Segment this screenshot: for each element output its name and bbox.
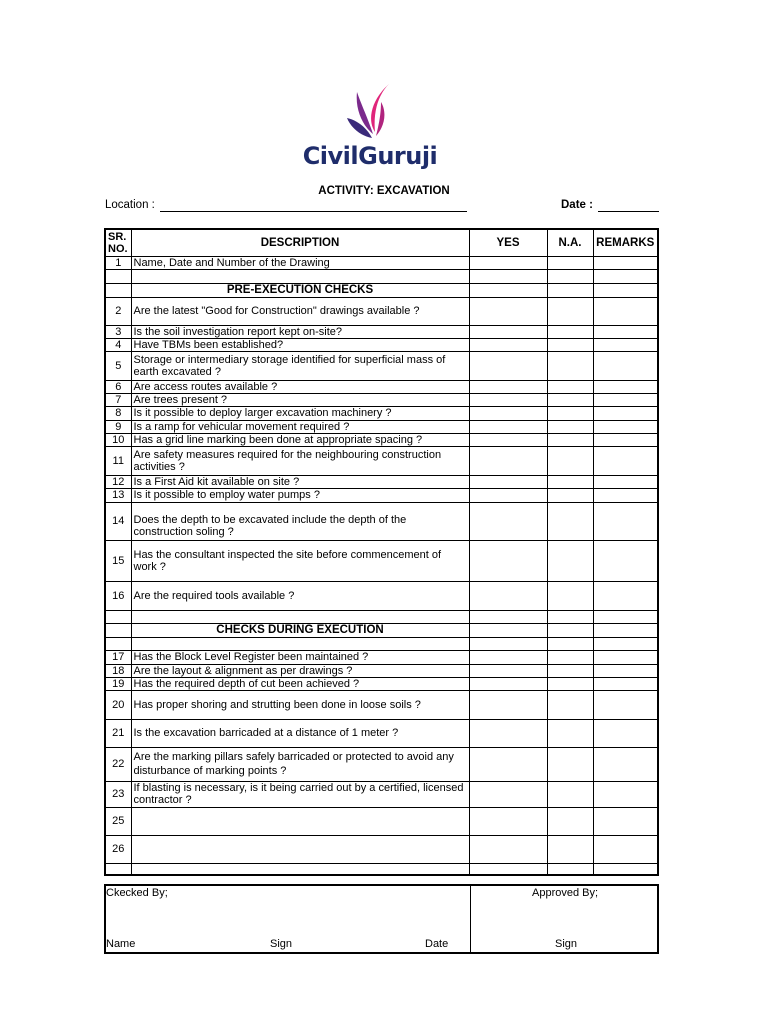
section-title-pre-execution: PRE-EXECUTION CHECKS — [131, 283, 469, 297]
na-cell[interactable] — [547, 475, 593, 488]
yes-cell[interactable] — [469, 690, 547, 719]
flame-logo-icon — [345, 82, 395, 144]
header-row — [105, 229, 658, 256]
sr-cell: 9 — [105, 420, 131, 433]
table-row — [105, 297, 658, 325]
approved-by-label: Approved By; — [532, 887, 599, 899]
description-cell: Have TBMs been established? — [131, 338, 469, 351]
description-cell: Has proper shoring and strutting been done in loose soils ? — [131, 690, 469, 719]
sr-cell: 15 — [105, 540, 131, 581]
na-cell[interactable] — [547, 393, 593, 406]
checklist-table — [104, 228, 659, 876]
remarks-cell[interactable] — [593, 420, 658, 433]
table-row — [105, 393, 658, 406]
date-signature-label: Date — [425, 938, 449, 950]
yes-cell[interactable] — [469, 781, 547, 807]
description-cell — [131, 835, 469, 863]
na-cell[interactable] — [547, 256, 593, 269]
activity-title: ACTIVITY: EXCAVATION — [318, 185, 450, 197]
yes-cell[interactable] — [469, 581, 547, 610]
description-cell — [131, 807, 469, 835]
na-header: N.A. — [547, 229, 593, 256]
table-row — [105, 488, 658, 502]
yes-cell[interactable] — [469, 351, 547, 380]
blank-row — [105, 269, 658, 283]
sr-cell: 8 — [105, 406, 131, 420]
location-field[interactable] — [160, 211, 467, 212]
table-row — [105, 502, 658, 540]
na-cell[interactable] — [547, 540, 593, 581]
sr-cell: 13 — [105, 488, 131, 502]
date-field[interactable] — [598, 211, 659, 212]
section-row — [105, 283, 658, 297]
remarks-cell[interactable] — [593, 502, 658, 540]
table-row — [105, 677, 658, 690]
description-cell: Is a First Aid kit available on site ? — [131, 475, 469, 488]
checked-by-label: Ckecked By; — [106, 887, 168, 899]
na-cell[interactable] — [547, 420, 593, 433]
description-cell: Are the required tools available ? — [131, 581, 469, 610]
yes-cell[interactable] — [469, 540, 547, 581]
table-row — [105, 807, 658, 835]
yes-cell[interactable] — [469, 256, 547, 269]
table-row — [105, 325, 658, 338]
yes-cell[interactable] — [469, 502, 547, 540]
description-cell: Are access routes available ? — [131, 380, 469, 393]
description-cell: Is it possible to deploy larger excavation machinery ? — [131, 406, 469, 420]
na-cell[interactable] — [547, 351, 593, 380]
location-label: Location : — [105, 199, 155, 211]
signature-divider — [470, 886, 471, 952]
table-row — [105, 719, 658, 747]
yes-cell[interactable] — [469, 433, 547, 446]
sr-cell: 16 — [105, 581, 131, 610]
description-header: DESCRIPTION — [131, 229, 469, 256]
description-cell: Are the layout & alignment as per drawings ? — [131, 664, 469, 677]
remarks-cell[interactable] — [593, 581, 658, 610]
sr-cell: 26 — [105, 835, 131, 863]
sr-cell: 7 — [105, 393, 131, 406]
na-cell[interactable] — [547, 325, 593, 338]
name-label: Name — [106, 938, 136, 950]
remarks-cell[interactable] — [593, 351, 658, 380]
sr-cell: 18 — [105, 664, 131, 677]
na-cell[interactable] — [547, 747, 593, 781]
sr-cell: 3 — [105, 325, 131, 338]
description-cell: Are the latest "Good for Construction" drawings available ? — [131, 297, 469, 325]
blank-row — [105, 637, 658, 650]
na-cell[interactable] — [547, 690, 593, 719]
na-cell[interactable] — [547, 338, 593, 351]
description-cell: Is a ramp for vehicular movement required ? — [131, 420, 469, 433]
description-cell: Is the excavation barricaded at a distance of 1 meter ? — [131, 719, 469, 747]
table-row — [105, 446, 658, 475]
description-cell: Has the Block Level Register been maintained ? — [131, 650, 469, 664]
description-cell: Are the marking pillars safely barricaded or protected to avoid any disturbance of marking points ? — [131, 747, 469, 781]
na-cell[interactable] — [547, 406, 593, 420]
na-cell[interactable] — [547, 781, 593, 807]
sr-cell: 21 — [105, 719, 131, 747]
sr-no-header: SR. NO. — [105, 229, 131, 256]
remarks-cell[interactable] — [593, 690, 658, 719]
table-row — [105, 690, 658, 719]
yes-cell[interactable] — [469, 475, 547, 488]
remarks-cell[interactable] — [593, 747, 658, 781]
remarks-cell[interactable] — [593, 406, 658, 420]
table-row — [105, 540, 658, 581]
remarks-cell[interactable] — [593, 781, 658, 807]
description-cell: Does the depth to be excavated include the depth of the construction soling ? — [131, 502, 469, 540]
yes-cell[interactable] — [469, 650, 547, 664]
remarks-cell[interactable] — [593, 835, 658, 863]
signature-block — [104, 884, 659, 954]
remarks-cell[interactable] — [593, 393, 658, 406]
yes-cell[interactable] — [469, 807, 547, 835]
remarks-cell[interactable] — [593, 433, 658, 446]
table-row — [105, 420, 658, 433]
remarks-cell[interactable] — [593, 488, 658, 502]
sr-cell: 25 — [105, 807, 131, 835]
sr-cell: 2 — [105, 297, 131, 325]
na-cell[interactable] — [547, 446, 593, 475]
remarks-cell[interactable] — [593, 338, 658, 351]
remarks-cell[interactable] — [593, 719, 658, 747]
remarks-cell[interactable] — [593, 664, 658, 677]
sr-cell: 22 — [105, 747, 131, 781]
table-row — [105, 338, 658, 351]
na-cell[interactable] — [547, 835, 593, 863]
description-cell: Has a grid line marking been done at appropriate spacing ? — [131, 433, 469, 446]
yes-header: YES — [469, 229, 547, 256]
na-cell[interactable] — [547, 297, 593, 325]
yes-cell[interactable] — [469, 406, 547, 420]
yes-cell[interactable] — [469, 835, 547, 863]
yes-cell[interactable] — [469, 325, 547, 338]
yes-cell[interactable] — [469, 488, 547, 502]
table-row — [105, 664, 658, 677]
na-cell[interactable] — [547, 719, 593, 747]
sr-cell: 17 — [105, 650, 131, 664]
remarks-header: REMARKS — [593, 229, 658, 256]
description-cell: Are trees present ? — [131, 393, 469, 406]
civilguruji-logo — [300, 82, 440, 172]
description-cell: Is it possible to employ water pumps ? — [131, 488, 469, 502]
approver-sign-label: Sign — [555, 938, 578, 950]
remarks-cell[interactable] — [593, 256, 658, 269]
remarks-cell[interactable] — [593, 475, 658, 488]
yes-cell[interactable] — [469, 719, 547, 747]
yes-cell[interactable] — [469, 664, 547, 677]
remarks-cell[interactable] — [593, 446, 658, 475]
blank-row — [105, 610, 658, 623]
description-cell: Storage or intermediary storage identified for superficial mass of earth excavated ? — [131, 351, 469, 380]
yes-cell[interactable] — [469, 380, 547, 393]
sr-cell: 14 — [105, 502, 131, 540]
remarks-cell[interactable] — [593, 325, 658, 338]
table-row — [105, 747, 658, 781]
sr-cell: 4 — [105, 338, 131, 351]
na-cell[interactable] — [547, 807, 593, 835]
na-cell[interactable] — [547, 502, 593, 540]
yes-cell[interactable] — [469, 677, 547, 690]
table-row — [105, 781, 658, 807]
description-cell: Name, Date and Number of the Drawing — [131, 256, 469, 269]
table-row — [105, 380, 658, 393]
remarks-cell[interactable] — [593, 650, 658, 664]
logo-wordmark: CivilGuruji — [302, 142, 438, 170]
na-cell[interactable] — [547, 664, 593, 677]
table-row — [105, 256, 658, 269]
na-cell[interactable] — [547, 677, 593, 690]
description-cell: Has the required depth of cut been achieved ? — [131, 677, 469, 690]
blank-row — [105, 863, 658, 875]
remarks-cell[interactable] — [593, 297, 658, 325]
remarks-cell[interactable] — [593, 540, 658, 581]
table-row — [105, 406, 658, 420]
sr-cell: 20 — [105, 690, 131, 719]
na-cell[interactable] — [547, 488, 593, 502]
sr-cell: 10 — [105, 433, 131, 446]
yes-cell[interactable] — [469, 297, 547, 325]
table-row — [105, 475, 658, 488]
description-cell: Are safety measures required for the neighbouring construction activities ? — [131, 446, 469, 475]
date-label: Date : — [561, 199, 593, 211]
description-cell: If blasting is necessary, is it being carried out by a certified, licensed contractor ? — [131, 781, 469, 807]
remarks-cell[interactable] — [593, 677, 658, 690]
yes-cell[interactable] — [469, 338, 547, 351]
sr-cell: 5 — [105, 351, 131, 380]
description-cell: Is the soil investigation report kept on-site? — [131, 325, 469, 338]
table-row — [105, 581, 658, 610]
yes-cell[interactable] — [469, 747, 547, 781]
sr-cell: 19 — [105, 677, 131, 690]
checker-sign-label: Sign — [270, 938, 293, 950]
na-cell[interactable] — [547, 380, 593, 393]
table-row — [105, 351, 658, 380]
table-row — [105, 650, 658, 664]
remarks-cell[interactable] — [593, 807, 658, 835]
yes-cell[interactable] — [469, 393, 547, 406]
na-cell[interactable] — [547, 433, 593, 446]
yes-cell[interactable] — [469, 446, 547, 475]
sr-cell: 1 — [105, 256, 131, 269]
table-row — [105, 835, 658, 863]
sr-cell: 11 — [105, 446, 131, 475]
na-cell[interactable] — [547, 650, 593, 664]
section-title-during-execution: CHECKS DURING EXECUTION — [131, 623, 469, 637]
yes-cell[interactable] — [469, 420, 547, 433]
sr-cell: 12 — [105, 475, 131, 488]
sr-cell: 23 — [105, 781, 131, 807]
section-row — [105, 623, 658, 637]
description-cell: Has the consultant inspected the site before commencement of work ? — [131, 540, 469, 581]
remarks-cell[interactable] — [593, 380, 658, 393]
sr-cell: 6 — [105, 380, 131, 393]
na-cell[interactable] — [547, 581, 593, 610]
table-row — [105, 433, 658, 446]
